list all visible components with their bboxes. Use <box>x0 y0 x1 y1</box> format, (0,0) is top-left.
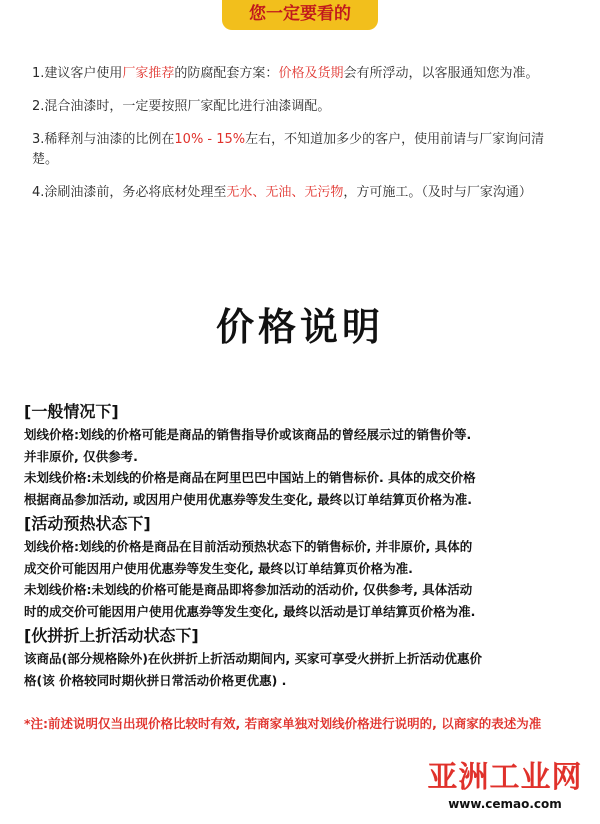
block-heading: [伙拼折上折活动状态下] <box>24 626 199 645</box>
price-notes <box>24 398 584 691</box>
watermark-brand: 亚洲工业网 <box>427 760 583 795</box>
watermark <box>420 760 590 812</box>
block-line: 该商品(部分规格除外)在伙拼折上折活动期间内, 买家可享受火拼折上折活动优惠价 <box>24 651 483 666</box>
block-line: 时的成交价可能因用户使用优惠券等发生变化, 最终以活动是订单结算页价格为准. <box>24 603 476 619</box>
section-title: 价格说明 <box>215 305 384 349</box>
tip-text: 3.稀释剂与油漆的比例在 <box>32 132 175 147</box>
block-line: 成交价可能因用户使用优惠券等发生变化, 最终以订单结算页价格为准. <box>24 560 413 576</box>
top-banner <box>222 0 378 30</box>
block-line: 划线价格:划线的价格是商品在目前活动预热状态下的销售标价, 并非原价, 具体的 <box>24 539 473 554</box>
tip-highlight: 厂家推荐 <box>122 66 175 81</box>
tip-highlight: 10% - 15% <box>174 132 246 147</box>
tip-highlight: 无水、无油、无污物 <box>226 185 344 200</box>
tip-item <box>32 130 567 170</box>
tip-text: 的防腐配套方案： <box>174 66 279 81</box>
block-heading: [活动预热状态下] <box>24 514 151 533</box>
tip-text: 2.混合油漆时，一定要按照厂家配比进行油漆调配。 <box>32 99 331 114</box>
tip-text: ，方可施工。（及时与厂家沟通） <box>343 185 532 200</box>
banner-title: 您一定要看的 <box>249 4 351 24</box>
tip-item <box>32 183 567 203</box>
tip-text: 4.涂刷油漆前，务必将底材处理至 <box>32 185 227 200</box>
tip-text: 左右，不知道加多少的客户，使用前请与厂家询问清楚。 <box>32 132 545 167</box>
tip-highlight: 价格及货期 <box>278 66 344 81</box>
tip-item <box>32 64 567 84</box>
block-line: 未划线价格:未划线的价格是商品在阿里巴巴中国站上的销售标价. 具体的成交价格 <box>24 470 476 485</box>
disclaimer: *注:前述说明仅当出现价格比较时有效, 若商家单独对划线价格进行说明的, 以商家的表述为准 <box>24 716 542 731</box>
tip-text: 1.建议客户使用 <box>32 66 123 81</box>
tips-list <box>32 64 567 216</box>
block-line: 根据商品参加活动, 或因用户使用优惠券等发生变化, 最终以订单结算页价格为准. <box>24 491 472 507</box>
watermark-url: www.cemao.com <box>448 797 562 811</box>
block-line: 未划线价格:未划线的价格可能是商品即将参加活动的活动价, 仅供参考, 具体活动 <box>24 582 473 597</box>
block-line: 并非原价, 仅供参考. <box>24 448 138 464</box>
tip-text: 会有所浮动，以客服通知您为准。 <box>343 66 539 81</box>
block-line: 划线价格:划线的价格可能是商品的销售指导价或该商品的曾经展示过的销售价等. <box>24 427 472 442</box>
tip-item <box>32 97 567 117</box>
block-heading: [一般情况下] <box>24 402 119 421</box>
block-line: 格(该 价格较同时期伙拼日常活动价格更优惠) . <box>24 672 287 688</box>
